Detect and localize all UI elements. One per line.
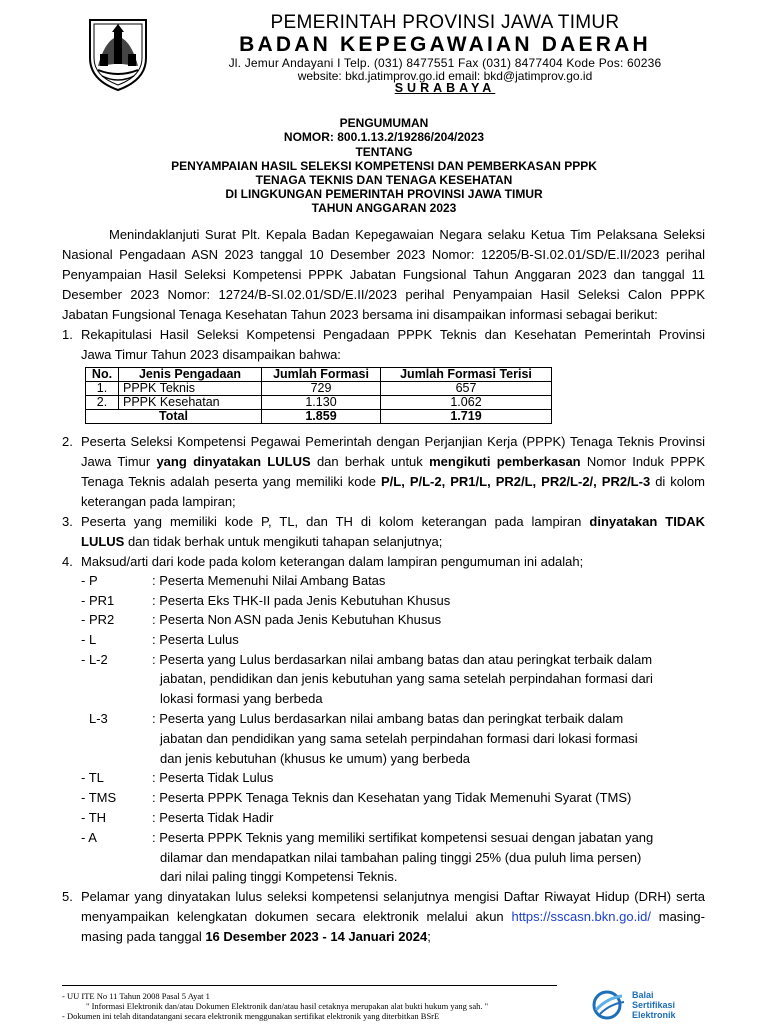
- code-desc-text: Peserta Memenuhi Nilai Ambang Batas: [159, 573, 386, 588]
- code-label: - TH: [81, 810, 107, 825]
- cell-formasi: 729: [262, 382, 381, 396]
- footer-signature-note: - Dokumen ini telah ditandatangani secara elektronik menggunakan sertifikat elektronik yang diterbitkan BSrE: [62, 1011, 440, 1021]
- item-2-line: Peserta Seleksi Kompetensi Pegawai Pemerintah dengan Perjanjian Kerja (PPPK) Tenaga Teknis Provinsi: [81, 434, 705, 449]
- code-label: - L: [81, 632, 97, 647]
- item-5-line: Pelamar yang dinyatakan lulus seleksi kompetensi selanjutnya mengisi Daftar Riwayat Hidup (DRH) serta: [81, 889, 705, 904]
- announcement-about: TENTANG: [355, 145, 413, 159]
- item-5-line: [81, 927, 431, 947]
- text-fragment-bold: LULUS: [81, 534, 125, 549]
- footer-law: - UU ITE No 11 Tahun 2008 Pasal 5 Ayat 1: [62, 991, 210, 1001]
- code-label: - P: [81, 573, 98, 588]
- text-fragment: masing-: [650, 909, 705, 924]
- code-label: - PR1: [81, 593, 115, 608]
- text-fragment-bold: 16 Desember 2023 - 14 Januari 2024: [205, 929, 428, 944]
- code-desc-text: Peserta Eks THK-II pada Jenis Kebutuhan Khusus: [159, 593, 451, 608]
- code-desc: : Peserta Memenuhi Nilai Ambang Batas: [152, 573, 386, 588]
- code-desc-text: Peserta Tidak Lulus: [159, 770, 274, 785]
- cell-total-label: Total: [86, 410, 262, 424]
- code-desc-cont: jabatan, pendidikan dan jenis kebutuhan yang sama setelah perpindahan formasi dari: [160, 671, 653, 686]
- table-total-row: [86, 410, 552, 424]
- cell-type: PPPK Teknis: [119, 382, 262, 396]
- code-desc-text: Peserta yang Lulus berdasarkan nilai ambang batas dan atau peringkat terbaik dalam: [159, 652, 653, 667]
- intro-line: Penyampaian Hasil Seleksi Kompetensi PPPK Jabatan Fungsional Tahun Anggaran 2023 dan tanggal 11: [62, 267, 705, 282]
- table-row: [86, 382, 552, 396]
- intro-line: Jabatan Fungsional Tenaga Kesehatan Tahun 2023 bersama ini disampaikan informasi sebagai berikut:: [62, 307, 658, 322]
- cell-terisi: 657: [381, 382, 552, 396]
- bsre-line: Elektronik: [632, 1010, 676, 1020]
- jatim-coat-of-arms-logo: [84, 14, 152, 92]
- letterhead-address: Jl. Jemur Andayani I Telp. (031) 8477551 Fax (031) 8477404 Kode Pos: 60236: [228, 56, 662, 70]
- letterhead-web: website: bkd.jatimprov.go.id email: bkd@jatimprov.go.id: [297, 69, 593, 83]
- text-fragment: ;: [427, 929, 431, 944]
- text-fragment-bold: mengikuti pemberkasan: [429, 454, 581, 469]
- cell-no: 1.: [86, 382, 119, 396]
- item-4-number: 4.: [62, 554, 73, 569]
- code-desc-cont: dan jenis kebutuhan (khusus ke umum) yang berbeda: [160, 751, 471, 766]
- text-fragment-bold: yang dinyatakan LULUS: [156, 454, 311, 469]
- item-2-number: 2.: [62, 434, 73, 449]
- item-1-line: Jawa Timur Tahun 2023 disampaikan bahwa:: [81, 347, 341, 362]
- intro-line: Desember 2023 Nomor: 12724/B-SI.02.01/SD/E.II/2023 perihal Penyampaian Hasil Seleksi Calon PPPK: [62, 287, 705, 302]
- sscasn-link[interactable]: https://sscasn.bkn.go.id/: [511, 909, 651, 924]
- code-label: - TMS: [81, 790, 117, 805]
- code-label: L-3: [89, 711, 108, 726]
- code-label: - PR2: [81, 612, 115, 627]
- code-desc-text: Peserta PPPK Tenaga Teknis dan Kesehatan yang Tidak Memenuhi Syarat (TMS): [159, 790, 632, 805]
- code-desc-cont: dilamar dan mendapatkan nilai tambahan paling tinggi 25% (dua puluh lima persen): [160, 850, 642, 865]
- item-3-number: 3.: [62, 514, 73, 529]
- bsre-label: [632, 990, 676, 1020]
- code-desc-cont: lokasi formasi yang berbeda: [160, 691, 323, 706]
- code-desc-cont: jabatan dan pendidikan yang sama setelah perpindahan formasi dari lokasi formasi: [160, 731, 638, 746]
- letterhead-city: SURABAYA: [394, 81, 496, 95]
- item-2-line: [81, 472, 705, 492]
- item-1-line: Rekapitulasi Hasil Seleksi Kompetensi Pengadaan PPPK Teknis dan Kesehatan Pemerintah Provinsi: [81, 327, 705, 342]
- code-desc-text: Peserta Non ASN pada Jenis Kebutuhan Khusus: [159, 612, 442, 627]
- cell-type: PPPK Kesehatan: [119, 396, 262, 410]
- announcement-subject-4: TAHUN ANGGARAN 2023: [311, 201, 457, 215]
- item-1-number: 1.: [62, 327, 73, 342]
- item-2-line: keterangan pada lampiran;: [81, 494, 236, 509]
- item-3-line: [81, 512, 705, 532]
- bsre-logo-icon: [592, 990, 626, 1020]
- code-desc: : Peserta Tidak Hadir: [152, 810, 274, 825]
- letterhead-agency: BADAN KEPEGAWAIAN DAERAH: [239, 33, 651, 56]
- letterhead-government: PEMERINTAH PROVINSI JAWA TIMUR: [270, 12, 620, 33]
- cell-total-formasi: 1.859: [262, 410, 381, 424]
- code-desc-cont: dari nilai paling tinggi Kompetensi Teknis.: [160, 869, 398, 884]
- intro-line: Menindaklanjuti Surat Plt. Kepala Badan Kepegawaian Negara selaku Ketua Tim Pelaksana Seleksi: [109, 227, 705, 242]
- cell-no: 2.: [86, 396, 119, 410]
- code-label: - L-2: [81, 652, 108, 667]
- cell-formasi: 1.130: [262, 396, 381, 410]
- table-header-row: [86, 368, 552, 382]
- text-fragment: menyampaikan kelengkatan dokumen secara elektronik melalui akun: [81, 909, 512, 924]
- text-fragment: Nomor Induk PPPK: [580, 454, 705, 469]
- announcement-subject-1: PENYAMPAIAN HASIL SELEKSI KOMPETENSI DAN PEMBERKASAN PPPK: [171, 159, 597, 173]
- text-fragment: Jawa Timur: [81, 454, 157, 469]
- code-desc: : Peserta Tidak Lulus: [152, 770, 274, 785]
- recap-table: [85, 367, 552, 424]
- table-row: [86, 396, 552, 410]
- item-5-number: 5.: [62, 889, 73, 904]
- bsre-line: Sertifikasi: [632, 1000, 676, 1010]
- code-desc: : Peserta Non ASN pada Jenis Kebutuhan Khusus: [152, 612, 442, 627]
- code-desc: : Peserta PPPK Tenaga Teknis dan Kesehatan yang Tidak Memenuhi Syarat (TMS): [152, 790, 632, 805]
- text-fragment: dan berhak untuk: [310, 454, 430, 469]
- code-desc: : Peserta yang Lulus berdasarkan nilai ambang batas dan peringkat terbaik dalam: [152, 711, 624, 726]
- text-fragment: dan tidak berhak untuk mengikuti tahapan selanjutnya;: [124, 534, 443, 549]
- code-label: - A: [81, 830, 97, 845]
- code-desc: : Peserta Eks THK-II pada Jenis Kebutuhan Khusus: [152, 593, 451, 608]
- code-desc: : Peserta yang Lulus berdasarkan nilai ambang batas dan atau peringkat terbaik dalam: [152, 652, 653, 667]
- code-desc-text: Peserta yang Lulus berdasarkan nilai ambang batas dan peringkat terbaik dalam: [159, 711, 624, 726]
- footer-divider: [62, 985, 557, 986]
- announcement-heading: PENGUMUMAN: [339, 116, 429, 130]
- cell-terisi: 1.062: [381, 396, 552, 410]
- cell-total-terisi: 1.719: [381, 410, 552, 424]
- col-header-terisi: Jumlah Formasi Terisi: [381, 368, 552, 382]
- col-header-no: No.: [86, 368, 119, 382]
- col-header-formasi: Jumlah Formasi: [262, 368, 381, 382]
- text-fragment-bold: dinyatakan TIDAK: [589, 514, 705, 529]
- code-label: - TL: [81, 770, 104, 785]
- code-desc-text: Peserta Tidak Hadir: [159, 810, 274, 825]
- footer-quote: " Informasi Elektronik dan/atau Dokumen Elektronik dan/atau hasil cetaknya merupakan alat bukti hukum yang sah. ": [86, 1001, 489, 1011]
- announcement-number: NOMOR: 800.1.13.2/19286/204/2023: [283, 130, 485, 144]
- bsre-line: Balai: [632, 990, 654, 1000]
- text-fragment: di kolom: [650, 474, 705, 489]
- code-desc: : Peserta PPPK Teknis yang memiliki sertifikat kompetensi sesuai dengan jabatan yang: [152, 830, 654, 845]
- item-5-line: [81, 907, 705, 927]
- text-fragment: Peserta yang memiliki kode P, TL, dan TH di kolom keterangan pada lampiran: [81, 514, 590, 529]
- text-fragment-bold: P/L, P/L-2, PR1/L, PR2/L, PR2/L-2/, PR2/L-3: [381, 474, 651, 489]
- code-desc-text: Peserta PPPK Teknis yang memiliki sertifikat kompetensi sesuai dengan jabatan yang: [159, 830, 654, 845]
- item-4-line: Maksud/arti dari kode pada kolom keterangan dalam lampiran pengumuman ini adalah;: [81, 554, 584, 569]
- item-2-line: [81, 452, 705, 472]
- intro-line: Nasional Pengadaan ASN 2023 tanggal 10 Desember 2023 Nomor: 12205/B-SI.02.01/SD/E.II/2023 perihal: [62, 247, 705, 262]
- text-fragment: Tenaga Teknis adalah peserta yang memiliki kode: [81, 474, 381, 489]
- code-desc-text: Peserta Lulus: [159, 632, 239, 647]
- col-header-type: Jenis Pengadaan: [119, 368, 262, 382]
- code-desc: : Peserta Lulus: [152, 632, 239, 647]
- announcement-subject-2: TENAGA TEKNIS DAN TENAGA KESEHATAN: [255, 173, 513, 187]
- text-fragment: masing pada tanggal: [81, 929, 206, 944]
- announcement-subject-3: DI LINGKUNGAN PEMERINTAH PROVINSI JAWA TIMUR: [225, 187, 543, 201]
- item-3-line: [81, 532, 442, 552]
